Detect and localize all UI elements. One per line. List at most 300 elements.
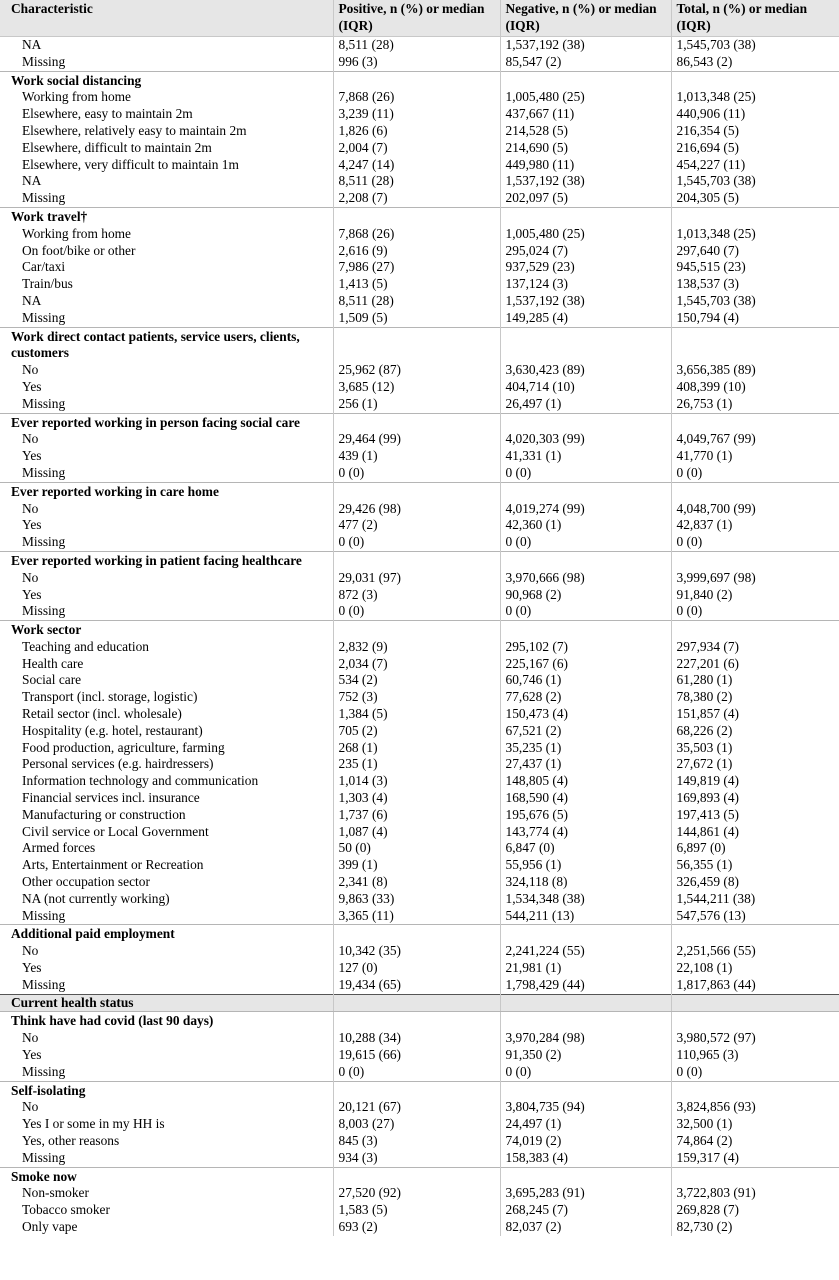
table-row — [0, 874, 839, 891]
group-title: Work sector — [0, 621, 333, 639]
table-row — [0, 37, 839, 54]
positive-value: 2,832 (9) — [333, 639, 500, 656]
total-value: 159,317 (4) — [671, 1150, 839, 1167]
negative-value: 1,798,429 (44) — [500, 977, 671, 994]
table-row — [0, 977, 839, 994]
empty-cell — [671, 413, 839, 431]
table-row — [0, 1219, 839, 1236]
row-label: Arts, Entertainment or Recreation — [22, 857, 204, 873]
table-row — [0, 173, 839, 190]
negative-value: 6,847 (0) — [500, 840, 671, 857]
table-row — [0, 857, 839, 874]
table-row — [0, 1064, 839, 1081]
table-row — [0, 243, 839, 260]
empty-cell — [500, 1012, 671, 1030]
negative-value: 1,537,192 (38) — [500, 37, 671, 54]
table-row — [0, 740, 839, 757]
group-title: Self-isolating — [0, 1081, 333, 1099]
empty-cell — [671, 925, 839, 943]
row-label: Yes — [22, 517, 42, 533]
empty-cell — [500, 207, 671, 225]
negative-value: 60,746 (1) — [500, 672, 671, 689]
group-title: Think have had covid (last 90 days) — [11, 1013, 214, 1029]
total-value: 42,837 (1) — [671, 517, 839, 534]
group-header-row — [0, 925, 839, 943]
positive-value: 127 (0) — [333, 960, 500, 977]
empty-cell — [500, 1081, 671, 1099]
table-row — [0, 840, 839, 857]
header-negative: Negative, n (%) or median (IQR) — [500, 0, 671, 37]
total-value: 61,280 (1) — [671, 672, 839, 689]
row-label: Financial services incl. insurance — [22, 790, 200, 806]
group-header-row — [0, 1081, 839, 1099]
positive-value: 1,087 (4) — [333, 824, 500, 841]
positive-value: 439 (1) — [333, 448, 500, 465]
negative-value: 3,804,735 (94) — [500, 1099, 671, 1116]
positive-value: 29,426 (98) — [333, 501, 500, 518]
total-value: 150,794 (4) — [671, 310, 839, 327]
row-label: Missing — [22, 907, 66, 923]
total-value: 1,817,863 (44) — [671, 977, 839, 994]
table-row — [0, 465, 839, 482]
negative-value: 2,241,224 (55) — [500, 943, 671, 960]
positive-value: 8,511 (28) — [333, 293, 500, 310]
total-value: 227,201 (6) — [671, 656, 839, 673]
total-value: 1,544,211 (38) — [671, 891, 839, 908]
positive-value: 534 (2) — [333, 672, 500, 689]
positive-value: 2,208 (7) — [333, 190, 500, 207]
empty-cell — [333, 1012, 500, 1030]
total-value: 1,545,703 (38) — [671, 293, 839, 310]
positive-value: 1,737 (6) — [333, 807, 500, 824]
row-label: Yes — [22, 378, 42, 394]
table-row — [0, 431, 839, 448]
group-header-row — [0, 482, 839, 500]
positive-value: 872 (3) — [333, 587, 500, 604]
total-value: 26,753 (1) — [671, 396, 839, 413]
empty-cell — [333, 925, 500, 943]
group-title: Ever reported working in person facing social care — [0, 413, 333, 431]
empty-cell — [671, 621, 839, 639]
row-label: Yes I or some in my HH is — [22, 1116, 165, 1132]
table-row — [0, 1099, 839, 1116]
table-row — [0, 587, 839, 604]
total-value: 6,897 (0) — [671, 840, 839, 857]
row-label: Manufacturing or construction — [22, 806, 186, 822]
total-value: 2,251,566 (55) — [671, 943, 839, 960]
table-row — [0, 123, 839, 140]
empty-cell — [333, 327, 500, 362]
empty-cell — [333, 482, 500, 500]
row-label: Personal services (e.g. hairdressers) — [22, 756, 214, 772]
positive-value: 1,014 (3) — [333, 773, 500, 790]
row-label: Civil service or Local Government — [22, 823, 209, 839]
negative-value: 295,102 (7) — [500, 639, 671, 656]
row-label: Social care — [22, 672, 82, 688]
row-label: Health care — [22, 655, 84, 671]
positive-value: 1,384 (5) — [333, 706, 500, 723]
row-label: Teaching and education — [22, 638, 149, 654]
negative-value: 82,037 (2) — [500, 1219, 671, 1236]
table-row — [0, 1133, 839, 1150]
row-label: Missing — [22, 190, 66, 206]
row-label: Elsewhere, relatively easy to maintain 2m — [22, 122, 247, 138]
empty-cell — [333, 1167, 500, 1185]
negative-value: 85,547 (2) — [500, 54, 671, 71]
total-value: 1,545,703 (38) — [671, 173, 839, 190]
total-value: 22,108 (1) — [671, 960, 839, 977]
empty-cell — [671, 994, 839, 1012]
empty-cell — [500, 327, 671, 362]
row-label: Yes — [22, 1047, 42, 1063]
negative-value: 937,529 (23) — [500, 259, 671, 276]
empty-cell — [671, 71, 839, 89]
positive-value: 3,685 (12) — [333, 379, 500, 396]
negative-value: 4,019,274 (99) — [500, 501, 671, 518]
positive-value: 8,003 (27) — [333, 1116, 500, 1133]
negative-value: 90,968 (2) — [500, 587, 671, 604]
group-title: Work travel† — [0, 207, 333, 225]
positive-value: 693 (2) — [333, 1219, 500, 1236]
negative-value: 324,118 (8) — [500, 874, 671, 891]
total-value: 151,857 (4) — [671, 706, 839, 723]
positive-value: 7,868 (26) — [333, 89, 500, 106]
row-label: Retail sector (incl. wholesale) — [22, 706, 182, 722]
row-label: Armed forces — [22, 840, 96, 856]
total-value: 3,980,572 (97) — [671, 1030, 839, 1047]
table-body — [0, 37, 839, 1236]
row-label: Information technology and communication — [22, 773, 259, 789]
total-value: 945,515 (23) — [671, 259, 839, 276]
negative-value: 3,970,666 (98) — [500, 570, 671, 587]
table-row — [0, 1150, 839, 1167]
positive-value: 19,615 (66) — [333, 1047, 500, 1064]
row-label: No — [22, 1030, 39, 1046]
row-label: Missing — [22, 464, 66, 480]
table-row — [0, 293, 839, 310]
total-value: 1,545,703 (38) — [671, 37, 839, 54]
row-label: Elsewhere, easy to maintain 2m — [22, 106, 193, 122]
group-title: Smoke now — [0, 1167, 333, 1185]
total-value: 0 (0) — [671, 534, 839, 551]
negative-value: 1,537,192 (38) — [500, 173, 671, 190]
row-label: Other occupation sector — [22, 874, 150, 890]
positive-value: 1,826 (6) — [333, 123, 500, 140]
negative-value: 0 (0) — [500, 534, 671, 551]
row-label: Car/taxi — [22, 259, 66, 275]
table-row — [0, 891, 839, 908]
table-row — [0, 396, 839, 413]
total-value: 144,861 (4) — [671, 824, 839, 841]
negative-value: 1,005,480 (25) — [500, 89, 671, 106]
positive-value: 752 (3) — [333, 689, 500, 706]
negative-value: 74,019 (2) — [500, 1133, 671, 1150]
negative-value: 24,497 (1) — [500, 1116, 671, 1133]
negative-value: 449,980 (11) — [500, 157, 671, 174]
negative-value: 137,124 (3) — [500, 276, 671, 293]
table-row — [0, 790, 839, 807]
table-row — [0, 943, 839, 960]
negative-value: 41,331 (1) — [500, 448, 671, 465]
table-row — [0, 89, 839, 106]
empty-cell — [333, 413, 500, 431]
total-value: 32,500 (1) — [671, 1116, 839, 1133]
positive-value: 7,868 (26) — [333, 226, 500, 243]
negative-value: 21,981 (1) — [500, 960, 671, 977]
positive-value: 29,031 (97) — [333, 570, 500, 587]
empty-cell — [333, 71, 500, 89]
negative-value: 158,383 (4) — [500, 1150, 671, 1167]
row-label: No — [22, 1099, 39, 1115]
empty-cell — [500, 482, 671, 500]
group-title: Ever reported working in care home — [0, 482, 333, 500]
header-positive: Positive, n (%) or median (IQR) — [333, 0, 500, 37]
header-row — [0, 0, 839, 37]
empty-cell — [500, 994, 671, 1012]
section-title: Current health status — [0, 994, 333, 1012]
row-label: Missing — [22, 1149, 66, 1165]
table-row — [0, 960, 839, 977]
total-value: 4,048,700 (99) — [671, 501, 839, 518]
negative-value: 26,497 (1) — [500, 396, 671, 413]
row-label: Transport (incl. storage, logistic) — [22, 689, 198, 705]
negative-value: 3,695,283 (91) — [500, 1185, 671, 1202]
table-row — [0, 908, 839, 925]
empty-cell — [333, 621, 500, 639]
negative-value: 1,005,480 (25) — [500, 226, 671, 243]
positive-value: 4,247 (14) — [333, 157, 500, 174]
positive-value: 477 (2) — [333, 517, 500, 534]
group-header-row — [0, 1012, 839, 1030]
row-label: Missing — [22, 1063, 66, 1079]
row-label: Yes — [22, 448, 42, 464]
negative-value: 35,235 (1) — [500, 740, 671, 757]
total-value: 82,730 (2) — [671, 1219, 839, 1236]
table-row — [0, 1047, 839, 1064]
positive-value: 256 (1) — [333, 396, 500, 413]
table-row — [0, 190, 839, 207]
total-value: 35,503 (1) — [671, 740, 839, 757]
positive-value: 2,004 (7) — [333, 140, 500, 157]
row-label: Missing — [22, 395, 66, 411]
header-total: Total, n (%) or median (IQR) — [671, 0, 839, 37]
empty-cell — [671, 1012, 839, 1030]
positive-value: 934 (3) — [333, 1150, 500, 1167]
table-row — [0, 501, 839, 518]
table-row — [0, 534, 839, 551]
total-value: 169,893 (4) — [671, 790, 839, 807]
table-row — [0, 54, 839, 71]
negative-value: 0 (0) — [500, 603, 671, 620]
positive-value: 50 (0) — [333, 840, 500, 857]
positive-value: 3,239 (11) — [333, 106, 500, 123]
total-value: 454,227 (11) — [671, 157, 839, 174]
empty-cell — [333, 1081, 500, 1099]
positive-value: 2,616 (9) — [333, 243, 500, 260]
group-title: Additional paid employment — [0, 925, 333, 943]
empty-cell — [500, 621, 671, 639]
positive-value: 25,962 (87) — [333, 362, 500, 379]
total-value: 3,656,385 (89) — [671, 362, 839, 379]
total-value: 0 (0) — [671, 465, 839, 482]
positive-value: 10,342 (35) — [333, 943, 500, 960]
positive-value: 19,434 (65) — [333, 977, 500, 994]
negative-value: 0 (0) — [500, 465, 671, 482]
empty-cell — [500, 551, 671, 569]
row-label: Food production, agriculture, farming — [22, 739, 225, 755]
total-value: 216,694 (5) — [671, 140, 839, 157]
total-value: 547,576 (13) — [671, 908, 839, 925]
negative-value: 0 (0) — [500, 1064, 671, 1081]
table-row — [0, 140, 839, 157]
total-value: 0 (0) — [671, 603, 839, 620]
empty-cell — [500, 1167, 671, 1185]
total-value: 326,459 (8) — [671, 874, 839, 891]
table-row — [0, 706, 839, 723]
row-label: No — [22, 362, 39, 378]
negative-value: 148,805 (4) — [500, 773, 671, 790]
positive-value: 9,863 (33) — [333, 891, 500, 908]
table-row — [0, 807, 839, 824]
negative-value: 143,774 (4) — [500, 824, 671, 841]
group-title: Work direct contact patients, service users, clients, customers — [0, 327, 333, 362]
total-value: 269,828 (7) — [671, 1202, 839, 1219]
table-row — [0, 672, 839, 689]
total-value: 197,413 (5) — [671, 807, 839, 824]
group-header-row — [0, 327, 839, 362]
negative-value: 268,245 (7) — [500, 1202, 671, 1219]
negative-value: 214,690 (5) — [500, 140, 671, 157]
total-value: 149,819 (4) — [671, 773, 839, 790]
positive-value: 10,288 (34) — [333, 1030, 500, 1047]
total-value: 297,640 (7) — [671, 243, 839, 260]
total-value: 74,864 (2) — [671, 1133, 839, 1150]
table-row — [0, 1116, 839, 1133]
empty-cell — [500, 413, 671, 431]
total-value: 78,380 (2) — [671, 689, 839, 706]
negative-value: 3,970,284 (98) — [500, 1030, 671, 1047]
positive-value: 0 (0) — [333, 603, 500, 620]
row-label: No — [22, 500, 39, 516]
negative-value: 202,097 (5) — [500, 190, 671, 207]
table-row — [0, 310, 839, 327]
table-row — [0, 226, 839, 243]
total-value: 138,537 (3) — [671, 276, 839, 293]
row-label: Working from home — [22, 225, 132, 241]
total-value: 56,355 (1) — [671, 857, 839, 874]
table-row — [0, 517, 839, 534]
positive-value: 1,413 (5) — [333, 276, 500, 293]
positive-value: 20,121 (67) — [333, 1099, 500, 1116]
total-value: 1,013,348 (25) — [671, 226, 839, 243]
total-value: 4,049,767 (99) — [671, 431, 839, 448]
positive-value: 1,303 (4) — [333, 790, 500, 807]
total-value: 3,824,856 (93) — [671, 1099, 839, 1116]
negative-value: 295,024 (7) — [500, 243, 671, 260]
negative-value: 149,285 (4) — [500, 310, 671, 327]
total-value: 68,226 (2) — [671, 723, 839, 740]
table-row — [0, 157, 839, 174]
empty-cell — [671, 207, 839, 225]
table-row — [0, 570, 839, 587]
negative-value: 544,211 (13) — [500, 908, 671, 925]
total-value: 1,013,348 (25) — [671, 89, 839, 106]
total-value: 0 (0) — [671, 1064, 839, 1081]
positive-value: 1,583 (5) — [333, 1202, 500, 1219]
group-header-row — [0, 551, 839, 569]
empty-cell — [333, 994, 500, 1012]
row-label: Elsewhere, difficult to maintain 2m — [22, 139, 212, 155]
empty-cell — [333, 207, 500, 225]
table-row — [0, 1185, 839, 1202]
table-row — [0, 1030, 839, 1047]
negative-value: 3,630,423 (89) — [500, 362, 671, 379]
group-header-row — [0, 621, 839, 639]
positive-value: 8,511 (28) — [333, 173, 500, 190]
table-row — [0, 276, 839, 293]
negative-value: 168,590 (4) — [500, 790, 671, 807]
negative-value: 437,667 (11) — [500, 106, 671, 123]
group-title: Work social distancing — [0, 71, 333, 89]
positive-value: 399 (1) — [333, 857, 500, 874]
positive-value: 0 (0) — [333, 534, 500, 551]
negative-value: 4,020,303 (99) — [500, 431, 671, 448]
positive-value: 7,986 (27) — [333, 259, 500, 276]
positive-value: 0 (0) — [333, 465, 500, 482]
table-row — [0, 773, 839, 790]
empty-cell — [333, 551, 500, 569]
header-characteristic: Characteristic — [0, 0, 333, 37]
negative-value: 77,628 (2) — [500, 689, 671, 706]
positive-value: 235 (1) — [333, 756, 500, 773]
empty-cell — [671, 1167, 839, 1185]
row-label: No — [22, 431, 39, 447]
total-value: 110,965 (3) — [671, 1047, 839, 1064]
row-label: Yes, other reasons — [22, 1133, 120, 1148]
empty-cell — [671, 482, 839, 500]
row-label: Non-smoker — [22, 1185, 89, 1201]
row-label: Missing — [22, 603, 66, 619]
section-header-row — [0, 994, 839, 1012]
row-label: NA — [22, 37, 42, 52]
total-value: 297,934 (7) — [671, 639, 839, 656]
table-row — [0, 1202, 839, 1219]
table-row — [0, 362, 839, 379]
row-label: Yes — [22, 586, 42, 602]
table-row — [0, 756, 839, 773]
positive-value: 27,520 (92) — [333, 1185, 500, 1202]
row-label: Missing — [22, 309, 66, 325]
table-row — [0, 448, 839, 465]
row-label: Missing — [22, 976, 66, 992]
positive-value: 996 (3) — [333, 54, 500, 71]
total-value: 216,354 (5) — [671, 123, 839, 140]
table-row — [0, 259, 839, 276]
row-label: Tobacco smoker — [22, 1202, 110, 1218]
row-label: NA — [22, 292, 42, 308]
row-label: No — [22, 943, 39, 959]
empty-cell — [500, 71, 671, 89]
total-value: 440,906 (11) — [671, 106, 839, 123]
positive-value: 3,365 (11) — [333, 908, 500, 925]
total-value: 3,999,697 (98) — [671, 570, 839, 587]
row-label: Missing — [22, 53, 66, 69]
row-label: Missing — [22, 534, 66, 550]
table-row — [0, 723, 839, 740]
negative-value: 225,167 (6) — [500, 656, 671, 673]
table-row — [0, 639, 839, 656]
positive-value: 2,034 (7) — [333, 656, 500, 673]
